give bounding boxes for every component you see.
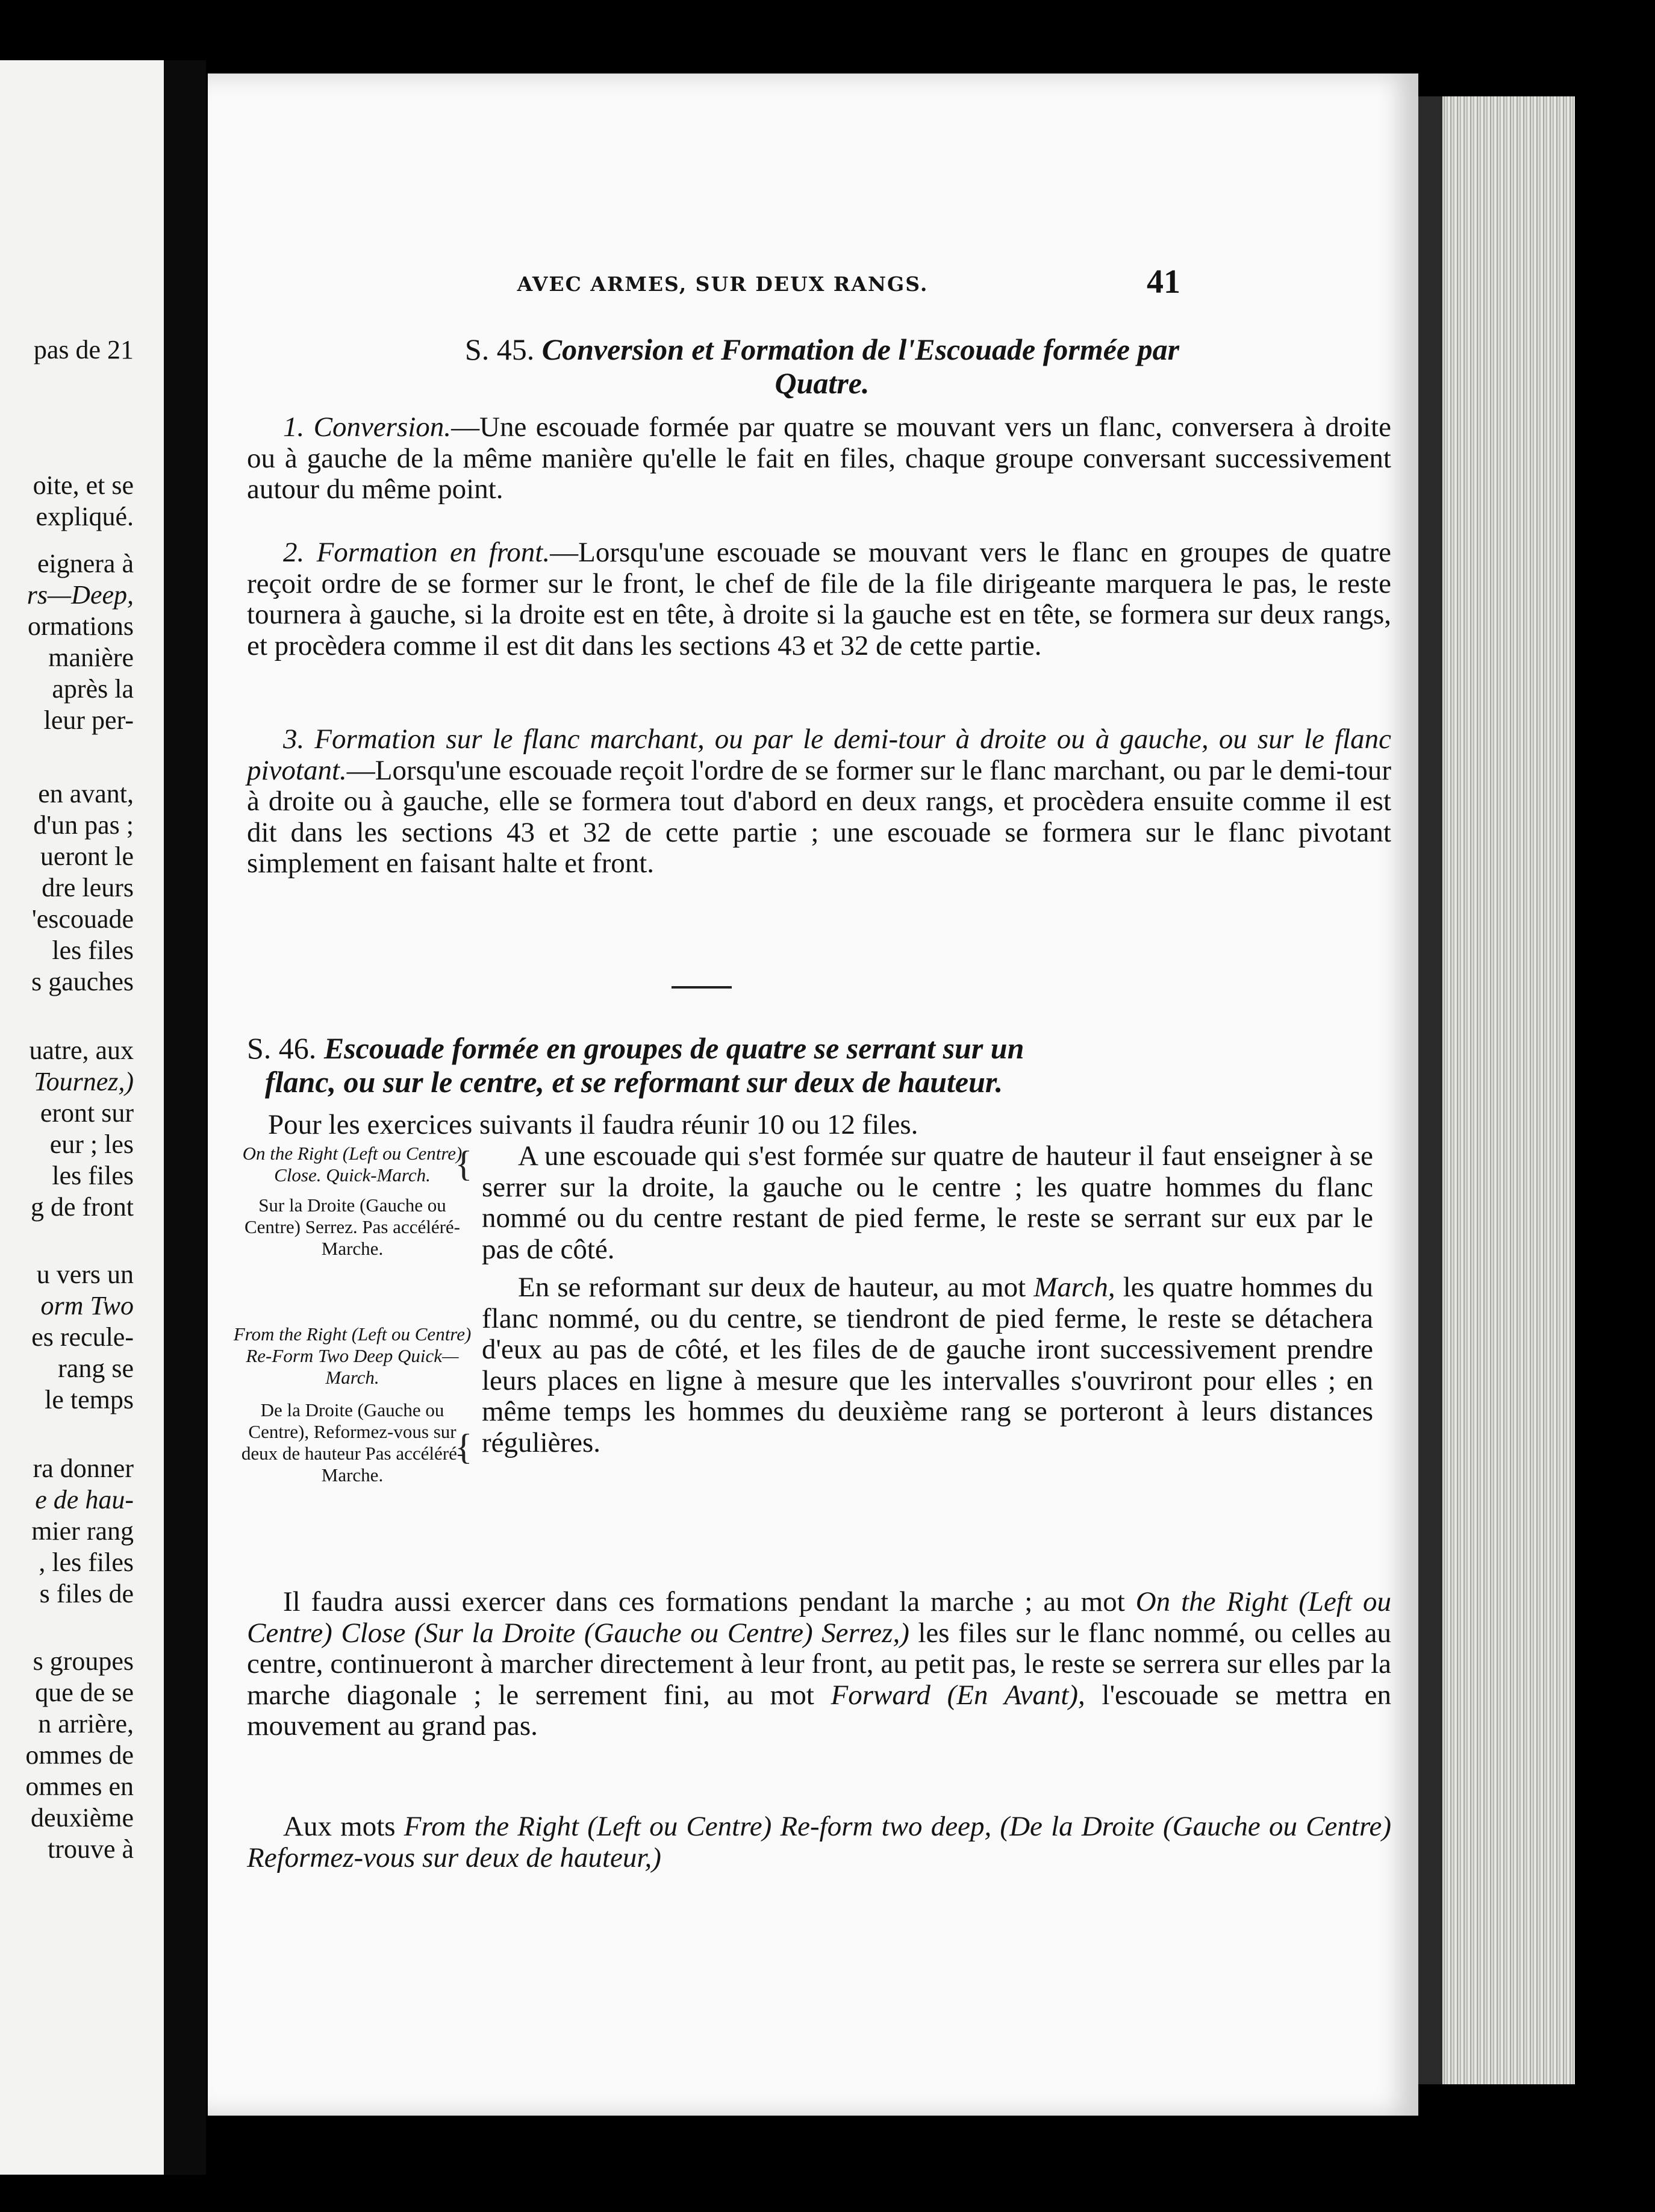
left-page-line: ra donner [33,1454,134,1483]
right-page [208,73,1418,2116]
brace: { [455,1144,473,1184]
paragraph-text: En se reformant sur deux de hauteur, au mot [518,1272,1026,1303]
paragraph-text: les quatre hommes du flanc nommé, ou du centre, se tiendront de pied ferme, le reste se détachera d'eux au pas de côté, et les files de de gauche iront successivement prendre leurs places en ligne à mesure que les intervalles s'ouvriront pour elles ; en même temps les hommes du deuxième rang se porteront à leurs distances régulières. [482,1272,1374,1458]
left-page [0,60,164,2175]
paragraph-text: —Lorsqu'une escouade reçoit l'ordre de se former sur le flanc marchant, ou par le demi-tour à droite ou à gauche, elle se formera tout d'abord en deux rangs, et procèdera ensuite comme il est dit dans les sections 43 et 32 de cette partie ; une escouade se formera sur le flanc pivotant simplement en faisant halte et front. [247,754,1391,879]
left-page-line: e de hau- [35,1485,134,1514]
left-page-line: 'escouade [31,904,134,934]
left-page-line: ommes de [25,1740,134,1770]
left-page-line: après la [52,674,134,704]
paragraph-formation-flanc [247,724,1391,879]
left-page-line: es recule- [31,1322,134,1352]
paragraph-emphasis: March, [1033,1272,1115,1303]
running-head: AVEC ARMES, SUR DEUX RANGS. [517,272,929,296]
paragraph-reformation [482,1272,1373,1458]
paragraph-text: —Lorsqu'une escouade se mouvant vers le flanc en groupes de quatre reçoit ordre de se former sur le front, le chef de file de la file dirigeante marquera le pas, le reste tournera à gauche, si la droite est en tête, à droite si la gauche est en tête, se formera sur deux rangs, et procèdera comme il est dit dans les sections 43 et 32 de cette partie. [247,537,1391,661]
left-page-line: dre leurs [42,873,134,902]
left-page-line: , les files [39,1548,134,1577]
margin-note-french: De la Droite (Gauche ou Centre), Reformez-vous sur deux de hauteur Pas accéléré-Marche. [241,1399,464,1486]
section-45-title-cont: Quatre. [775,366,870,400]
section-title-line: Escouade formée en groupes de quatre se serrant sur un [323,1031,1024,1065]
left-page-line: deuxième [30,1803,134,1832]
left-page-line: n arrière, [38,1709,134,1739]
left-page-line: eur ; les [49,1129,134,1159]
left-page-line: que de se [35,1678,134,1707]
section-46-title-cont: flanc, ou sur le centre, et se reformant sur deux de hauteur. [265,1065,1003,1099]
margin-note-english: From the Right (Left ou Centre) Re-Form Two Deep Quick—March. [233,1323,472,1388]
page-number: 41 [1147,263,1180,301]
left-page-line: les files [52,1161,134,1190]
brace: { [455,1427,473,1467]
paragraph-conversion [247,412,1391,505]
section-number: S. 46. [247,1031,317,1065]
left-page-line: les files [52,936,134,965]
left-page-line: ueront le [40,842,134,871]
paragraph-formation-front [247,537,1391,661]
left-page-line: u vers un [36,1260,134,1289]
left-page-line: s gauches [31,967,134,996]
left-page-line: pas de 21 [33,335,134,364]
left-page-line: en avant, [38,779,134,808]
margin-note-english: On the Right (Left ou Centre) Close. Quick-March. [242,1143,463,1186]
paragraph-serrement: A une escouade qui s'est formée sur quatre de hauteur il faut enseigner à se serrer sur la droite, la gauche ou le centre ; les quatre hommes du flanc nommé ou du centre restant de pied ferme, le reste se serrant sur eux par le pas de côté. [482,1140,1373,1265]
section-number: S. 45. [464,333,535,366]
left-page-line: rs—Deep, [26,580,134,610]
left-page-line: s groupes [33,1646,134,1676]
paragraph-intro: Pour les exercices suivants il faudra réunir 10 ou 12 files. [268,1109,918,1140]
left-page-line: trouve à [48,1834,134,1864]
section-divider [672,986,732,989]
paragraph-emphasis: Forward (En Avant), [831,1679,1085,1711]
section-45-title [250,333,1394,366]
left-page-line: eront sur [40,1098,134,1128]
paragraph-text: les files sur le flanc nommé, ou celles au centre, continueront à marcher directement à leur front, au petit pas, le reste se serrera sur elles par la marche diagonale ; le serrement fini, au mot [247,1617,1391,1711]
left-page-line: s files de [39,1579,134,1608]
paragraph-emphasis: From the Right (Left ou Centre) Re-form two deep, (De la Droite (Gauche ou Centre) Reformez-vous sur deux de hauteur,) [247,1811,1392,1873]
left-page-line: oite, et se [33,470,134,500]
left-page-line: le temps [45,1385,134,1414]
paragraph-emphasis: On the Right (Left ou Centre) Close (Sur la Droite (Gauche ou Centre) Serrez,) [247,1586,1391,1649]
section-46-title [247,1031,1391,1065]
paragraph-text: Il faudra aussi exercer dans ces formations pendant la marche ; au mot [283,1586,1125,1617]
left-page-line: uatre, aux [29,1036,134,1065]
margin-note-french: Sur la Droite (Gauche ou Centre) Serrez. Pas accéléré-Marche. [245,1195,460,1259]
left-page-line: orm Two [40,1291,134,1320]
paragraph-aux-mots [247,1811,1391,1873]
left-page-line: eignera à [37,549,134,578]
margin-note-reform [232,1323,473,1486]
paragraph-text: —Une escouade formée par quatre se mouvant vers un flanc, conversera à droite ou à gauche de la même manière qu'elle le fait en files, chaque groupe conversant successivement autour du même point. [247,411,1391,505]
margin-note-close [232,1143,473,1260]
paragraph-label: 2. Formation en front. [283,537,550,568]
paragraph-label: 3. Formation sur le flanc marchant, ou par le demi-tour à droite ou à gauche, ou sur le flanc pivotant. [247,723,1391,786]
paragraph-marche [247,1587,1391,1742]
paragraph-text: l'escouade se mettra en mouvement au grand pas. [247,1679,1391,1742]
paragraph-label: 1. Conversion. [283,411,452,443]
left-page-line: rang se [58,1354,134,1383]
left-page-line: ormations [28,611,134,641]
left-page-line: g de front [30,1192,134,1222]
left-page-line: mier rang [31,1516,134,1546]
left-page-line: d'un pas ; [33,810,134,840]
section-title-line: Conversion et Formation de l'Escouade formée par [541,333,1180,366]
book-gutter [164,60,206,2175]
left-page-line: expliqué. [36,502,134,531]
paragraph-text: Aux mots [283,1811,396,1842]
left-page-line: ommes en [25,1772,134,1801]
page-edge-shadow [1418,96,1442,2084]
left-page-line: leur per- [43,705,134,735]
left-page-line: Tournez,) [34,1067,134,1096]
left-page-line: manière [48,643,134,672]
